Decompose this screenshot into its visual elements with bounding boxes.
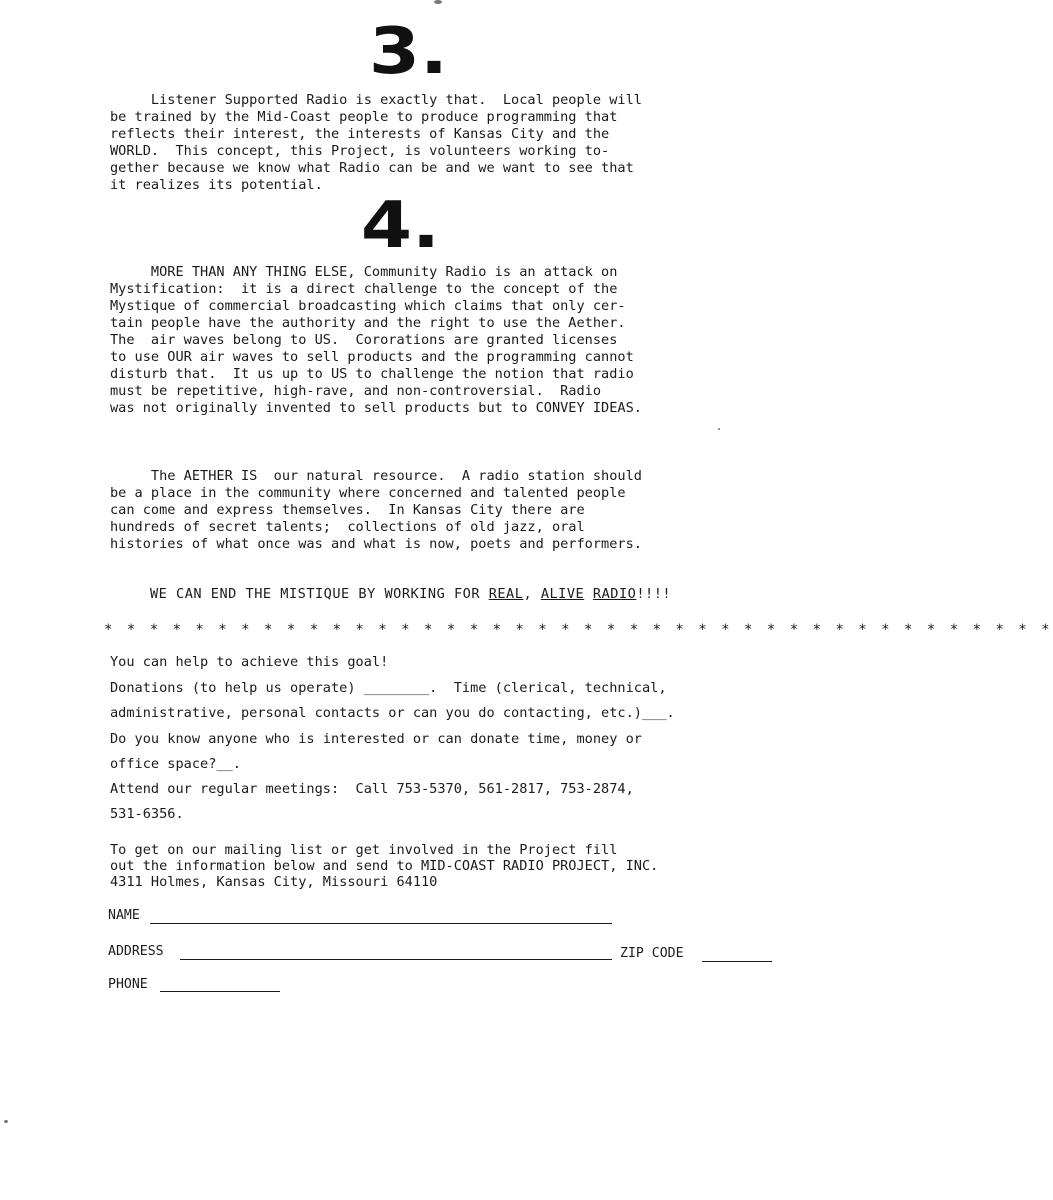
paragraph-line: reflects their interest, the interests of Kansas City and the <box>110 126 610 142</box>
cta-radio: RADIO <box>592 586 637 602</box>
scan-speck <box>718 428 720 430</box>
name-label: NAME <box>108 908 140 923</box>
paragraph-line: gether because we know what Radio can be and we want to see that <box>110 160 634 176</box>
cta-suffix: !!!! <box>636 586 672 602</box>
cta-comma: , <box>523 586 541 602</box>
address-field[interactable] <box>180 959 612 960</box>
zip-code-label: ZIP CODE <box>620 946 684 961</box>
zip-code-field[interactable] <box>702 961 772 962</box>
mailing-line: 4311 Holmes, Kansas City, Missouri 64110 <box>110 874 438 890</box>
section-number-3: 3. <box>368 15 449 89</box>
paragraph-line: hundreds of secret talents; collections of old jazz, oral <box>110 519 585 535</box>
scan-speck <box>434 0 442 4</box>
paragraph-line: The air waves belong to US. Cororations are granted licenses <box>110 332 618 348</box>
paragraph-line: histories of what once was and what is now, poets and performers. <box>110 536 642 552</box>
paragraph-line: Mystique of commercial broadcasting which claims that only cer- <box>110 298 626 314</box>
cta-space <box>584 586 593 602</box>
help-line: You can help to achieve this goal! <box>110 654 389 670</box>
cta-prefix: WE CAN END THE MISTIQUE BY WORKING FOR <box>150 586 489 602</box>
paragraph-line: be a place in the community where concerned and talented people <box>110 485 626 501</box>
paragraph-line: to use OUR air waves to sell products and the programming cannot <box>110 349 634 365</box>
help-line: Do you know anyone who is interested or can donate time, money or <box>110 731 642 747</box>
paragraph-line: Listener Supported Radio is exactly that. Local people will <box>110 92 642 108</box>
paragraph-line: WORLD. This concept, this Project, is volunteers working to- <box>110 143 610 159</box>
paragraph-line: The AETHER IS our natural resource. A radio station should <box>110 468 642 484</box>
help-line: 531-6356. <box>110 806 184 822</box>
name-field[interactable] <box>150 923 612 924</box>
paragraph-line: must be repetitive, high-rave, and non-controversial. Radio <box>110 383 602 399</box>
section-number-4: 4. <box>360 189 441 263</box>
phone-label: PHONE <box>108 977 148 992</box>
paragraph-line: it realizes its potential. <box>110 177 323 193</box>
paragraph-line: tain people have the authority and the right to use the Aether. <box>110 315 626 331</box>
paragraph-line: disturb that. It us up to US to challenge the notion that radio <box>110 366 634 382</box>
paragraph-line: be trained by the Mid-Coast people to produce programming that <box>110 109 618 125</box>
paragraph-line: Mystification: it is a direct challenge to the concept of the <box>110 281 618 297</box>
mailing-line: To get on our mailing list or get involved in the Project fill <box>110 842 618 858</box>
help-line: administrative, personal contacts or can you do contacting, etc.)___. <box>110 705 675 721</box>
mailing-line: out the information below and send to MID-COAST RADIO PROJECT, INC. <box>110 858 659 874</box>
phone-field[interactable] <box>160 991 280 992</box>
star-separator: * * * * * * * * * * * * * * * * * * * * * * * * * * * * * * * * * * * * * * * * * * <box>104 622 1053 638</box>
help-line: Attend our regular meetings: Call 753-5370, 561-2817, 753-2874, <box>110 781 634 797</box>
scan-speck <box>4 1120 8 1123</box>
help-line: office space?__. <box>110 756 241 772</box>
paragraph-line: can come and express themselves. In Kansas City there are <box>110 502 585 518</box>
help-line: Donations (to help us operate) ________. Time (clerical, technical, <box>110 680 667 696</box>
cta-alive: ALIVE <box>540 586 585 602</box>
cta-real: REAL <box>488 586 524 602</box>
address-label: ADDRESS <box>108 944 164 959</box>
paragraph-line: was not originally invented to sell products but to CONVEY IDEAS. <box>110 400 642 416</box>
paragraph-line: MORE THAN ANY THING ELSE, Community Radio is an attack on <box>110 264 618 280</box>
call-to-action <box>150 586 671 603</box>
